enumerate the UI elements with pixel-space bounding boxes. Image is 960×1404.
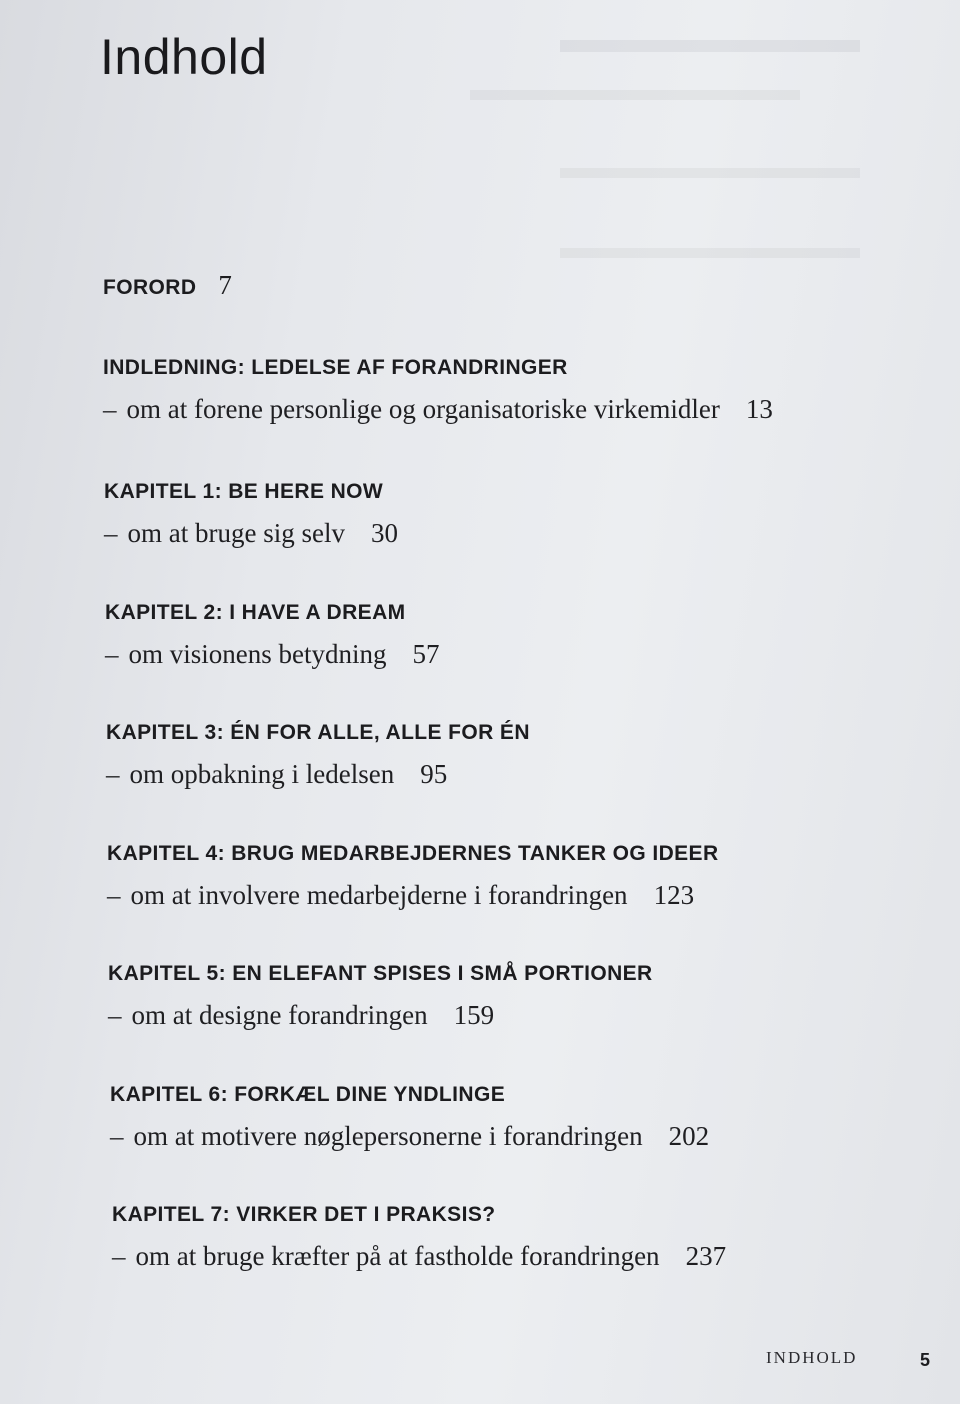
dash-glyph: – xyxy=(107,880,121,910)
toc-heading: KAPITEL 1: BE HERE NOW xyxy=(104,480,384,503)
toc-heading: KAPITEL 2: I HAVE A DREAM xyxy=(105,601,406,624)
toc-entry-indledning xyxy=(103,356,773,425)
toc-page-number: 237 xyxy=(685,1241,727,1271)
running-head: INDHOLD xyxy=(766,1348,858,1367)
toc-subtitle-text: om at motivere nøglepersonerne i forandringen xyxy=(133,1121,643,1151)
toc-page-number: 202 xyxy=(668,1121,710,1151)
show-through-bar xyxy=(560,40,860,52)
toc-entry-kapitel-1 xyxy=(104,480,398,549)
toc-entry-kapitel-5 xyxy=(108,962,653,1031)
show-through-bar xyxy=(560,168,860,178)
toc-subtitle xyxy=(104,518,398,549)
toc-heading: KAPITEL 7: VIRKER DET I PRAKSIS? xyxy=(112,1203,496,1226)
show-through-bar xyxy=(470,90,800,100)
toc-page-number: 95 xyxy=(420,759,448,789)
toc-heading: KAPITEL 3: ÉN FOR ALLE, ALLE FOR ÉN xyxy=(106,721,530,744)
toc-entry-kapitel-3 xyxy=(106,721,530,790)
dash-glyph: – xyxy=(103,394,117,424)
toc-heading xyxy=(103,270,232,301)
toc-page-number: 123 xyxy=(653,880,695,910)
toc-heading: KAPITEL 5: EN ELEFANT SPISES I SMÅ PORTIONER xyxy=(108,962,653,985)
toc-heading-text: FORORD xyxy=(103,276,197,299)
dash-glyph: – xyxy=(112,1241,126,1271)
dash-glyph: – xyxy=(110,1121,124,1151)
dash-glyph: – xyxy=(106,759,120,789)
toc-subtitle-text: om visionens betydning xyxy=(128,639,387,669)
toc-page-number: 159 xyxy=(453,1000,495,1030)
toc-page-number: 13 xyxy=(745,394,773,424)
dash-glyph: – xyxy=(108,1000,122,1030)
toc-subtitle-text: om at forene personlige og organisatoriske virkemidler xyxy=(126,394,720,424)
toc-subtitle xyxy=(105,639,440,670)
dash-glyph: – xyxy=(105,639,119,669)
toc-subtitle-text: om at bruge kræfter på at fastholde forandringen xyxy=(135,1241,660,1271)
toc-entry-kapitel-4 xyxy=(107,842,719,911)
dash-glyph: – xyxy=(104,518,118,548)
toc-entry-kapitel-2 xyxy=(105,601,440,670)
toc-page-number: 57 xyxy=(412,639,440,669)
toc-subtitle-text: om opbakning i ledelsen xyxy=(129,759,395,789)
show-through-bar xyxy=(560,248,860,258)
toc-page-number: 30 xyxy=(370,518,398,548)
toc-heading: INDLEDNING: LEDELSE AF FORANDRINGER xyxy=(103,356,568,379)
toc-subtitle-text: om at involvere medarbejderne i forandringen xyxy=(130,880,628,910)
toc-subtitle xyxy=(112,1241,726,1272)
toc-subtitle xyxy=(107,880,719,911)
toc-heading: KAPITEL 6: FORKÆL DINE YNDLINGE xyxy=(110,1083,506,1106)
toc-subtitle xyxy=(103,394,773,425)
toc-subtitle xyxy=(110,1121,709,1152)
page-folio: 5 xyxy=(920,1350,931,1370)
toc-subtitle xyxy=(108,1000,653,1031)
toc-subtitle xyxy=(106,759,530,790)
toc-subtitle-text: om at bruge sig selv xyxy=(127,518,345,548)
toc-entry-forord xyxy=(103,270,232,301)
toc-heading: KAPITEL 4: BRUG MEDARBEJDERNES TANKER OG IDEER xyxy=(107,842,719,865)
toc-entry-kapitel-6 xyxy=(110,1083,709,1152)
toc-subtitle-text: om at designe forandringen xyxy=(131,1000,428,1030)
toc-entry-kapitel-7 xyxy=(112,1203,726,1272)
page-title: Indhold xyxy=(100,29,268,85)
toc-page-number: 7 xyxy=(218,270,233,300)
